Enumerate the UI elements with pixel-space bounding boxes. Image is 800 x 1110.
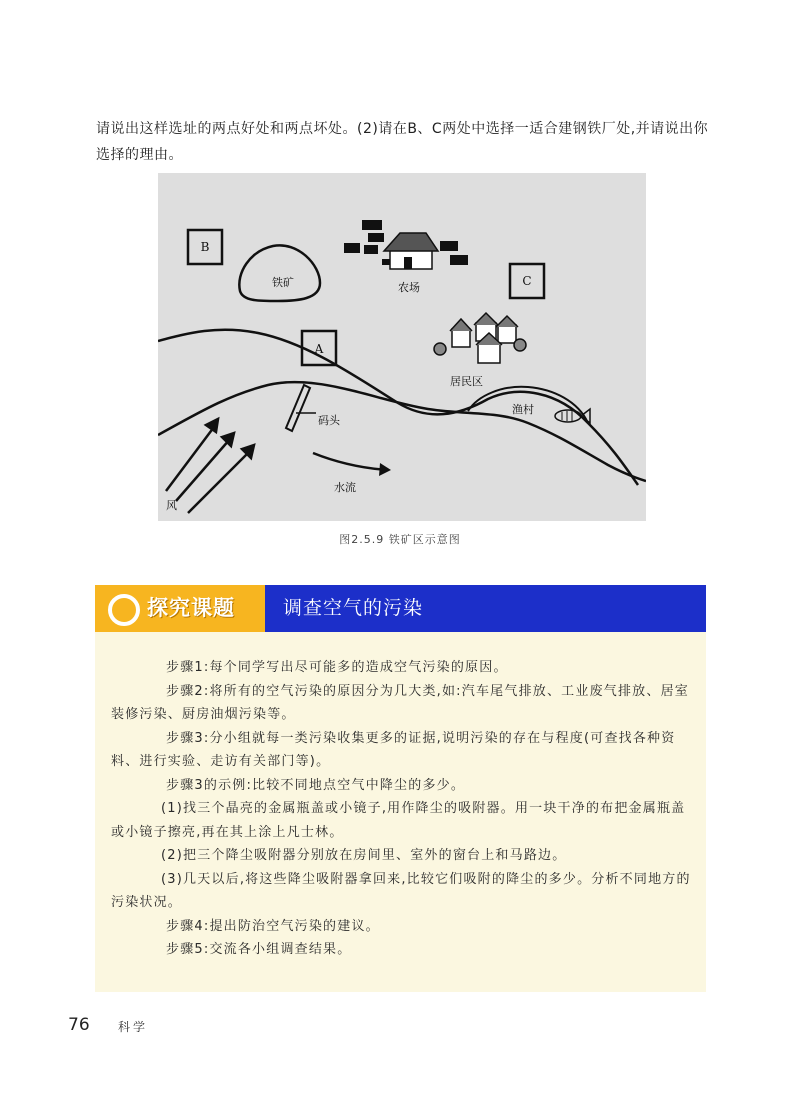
inquiry-label: 探究课题 bbox=[147, 596, 235, 620]
map-label-b: B bbox=[200, 240, 210, 254]
page-subject: 科学 bbox=[118, 1020, 149, 1034]
map-label-residential: 居民区 bbox=[450, 375, 483, 388]
inquiry-banner-badge bbox=[95, 585, 265, 632]
step-item: (3)几天以后,将这些降尘吸附器拿回来,比较它们吸附的降尘的多少。分析不同地方的污染状况。 bbox=[111, 871, 691, 910]
step-item: 步骤3:分小组就每一类污染收集更多的证据,说明污染的存在与程度(可查找各种资料、进行实验、走访有关部门等)。 bbox=[111, 730, 676, 769]
step-item: 步骤2:将所有的空气污染的原因分为几大类,如:汽车尾气排放、工业废气排放、居室装修污染、厨房油烟污染等。 bbox=[111, 683, 689, 722]
wind-arrows bbox=[166, 419, 254, 513]
inquiry-title-bar bbox=[265, 585, 706, 632]
inquiry-banner bbox=[95, 585, 706, 632]
map-label-a: A bbox=[314, 342, 324, 356]
water-flow-arrow bbox=[313, 453, 388, 470]
map-drawing bbox=[158, 173, 646, 521]
circle-icon bbox=[108, 594, 140, 626]
step-item: 步骤5:交流各小组调查结果。 bbox=[166, 942, 352, 957]
residential-houses-icon bbox=[434, 313, 526, 363]
map-label-iron-mine: 铁矿 bbox=[272, 276, 294, 289]
map-label-fishing-village: 渔村 bbox=[512, 403, 534, 416]
step-item: 步骤4:提出防治空气污染的建议。 bbox=[166, 918, 380, 934]
map-label-water-flow: 水流 bbox=[334, 481, 356, 494]
inquiry-title: 调查空气的污染 bbox=[283, 597, 424, 619]
inquiry-steps-panel bbox=[95, 632, 706, 992]
iron-mine-outline bbox=[239, 245, 320, 301]
step-item: (2)把三个降尘吸附器分别放在房间里、室外的窗台上和马路边。 bbox=[161, 848, 567, 863]
page-number: 76 bbox=[68, 1015, 90, 1035]
map-label-farm: 农场 bbox=[398, 281, 420, 294]
river-north-bank bbox=[158, 330, 638, 485]
dock-pier bbox=[286, 385, 310, 431]
steps-list bbox=[111, 656, 693, 962]
river-south-bank bbox=[158, 382, 646, 481]
water-flow-arrowhead bbox=[379, 463, 391, 476]
map-label-c: C bbox=[522, 274, 532, 288]
map-label-dock: 码头 bbox=[318, 414, 340, 427]
iron-mine-map bbox=[158, 173, 646, 521]
step-item: 步骤3的示例:比较不同地点空气中降尘的多少。 bbox=[166, 777, 466, 793]
map-label-wind: 风 bbox=[166, 499, 177, 512]
figure-caption: 图2.5.9 铁矿区示意图 bbox=[339, 533, 461, 546]
farm-house-icon bbox=[384, 233, 438, 269]
step-item: (1)找三个晶亮的金属瓶盖或小镜子,用作降尘的吸附器。用一块干净的布把金属瓶盖或小镜子擦亮,再在其上涂上凡士林。 bbox=[111, 801, 686, 840]
intro-paragraph: 请说出这样选址的两点好处和两点坏处。(2)请在B、C两处中选择一适合建钢铁厂处,并请说出你选择的理由。 bbox=[96, 121, 709, 163]
step-item: 步骤1:每个同学写出尽可能多的造成空气污染的原因。 bbox=[166, 660, 508, 675]
